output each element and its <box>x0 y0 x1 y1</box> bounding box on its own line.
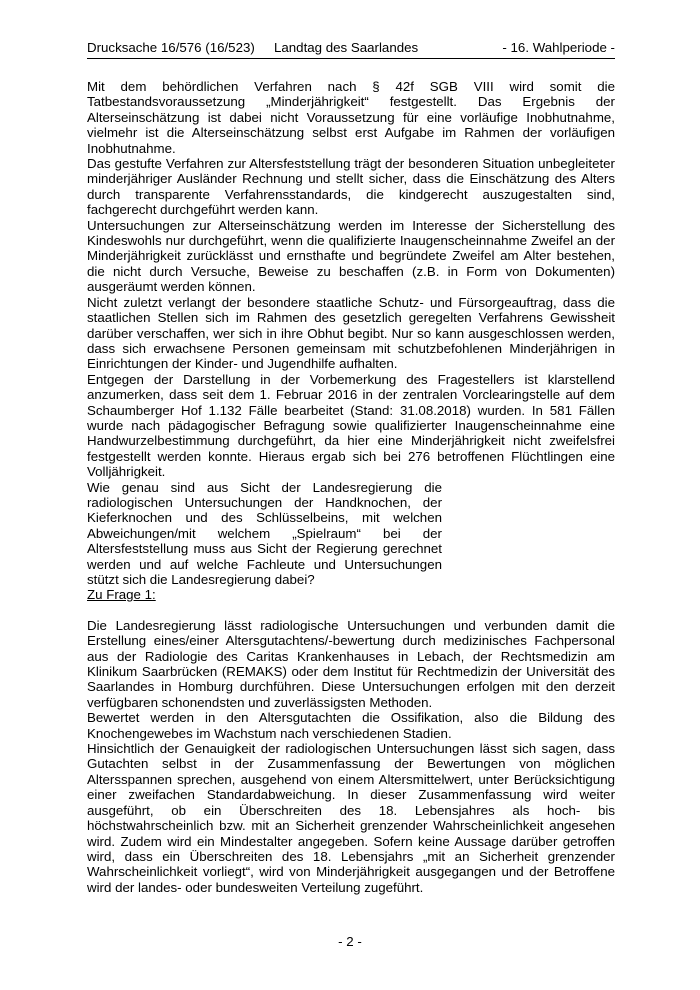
header-parliament: Landtag des Saarlandes <box>274 40 419 55</box>
body-paragraph: Untersuchungen zur Alterseinschätzung werden im Interesse der Sicherstellung des Kindeswohls nur durchgeführt, wenn die qualifizierte Inaugenscheinnahme Zweifel an der Minderjährigkeit zurücklässt und ernsthafte und begründete Zweifel am Alter bestehen, die nicht durch Versuche, Beweise zu beschaffen (z.B. in Form von Dokumenten) ausgeräumt werden können. <box>87 217 615 295</box>
body-paragraph: Entgegen der Darstellung in der Vorbemerkung des Fragestellers ist klarstellend anzumerken, dass seit dem 1. Februar 2016 in der zentralen Vorclearingstelle auf dem Schaumberger Hof 1.132 Fälle bearbeitet (Stand: 31.08.2018) wurden. In 581 Fällen wurde nach pädagogischer Befragung sowie qualifizierter Inaugenscheinnahme eine Handwurzelbestimmung durchgeführt, da hier eine Minderjährigkeit nicht zweifelsfrei festgestellt werden konnte. Hieraus ergab sich bei 276 betroffenen Flüchtlingen eine Volljährigkeit. <box>87 371 615 480</box>
question-block: Wie genau sind aus Sicht der Landesregierung die radiologischen Untersuchungen der Handknochen, der Kieferknochen und des Schlüsselbeins, mit welchen Abweichungen/mit welchem „Spielraum“ bei der Altersfeststellung muss aus Sicht der Regierung gerechnet werden und auf welche Fachleute und Untersuchungen stützt sich die Landesregierung dabei? <box>87 479 442 587</box>
answer-paragraph: Die Landesregierung lässt radiologische Untersuchungen und verbunden damit die Erstellung eines/einer Altersgutachtens/-bewertung durch medizinisches Fachpersonal aus der Radiologie des Caritas Krankenhauses in Lebach, der Rechtsmedizin am Klinikum Saarbrücken (REMAKS) oder dem Institut für Rechtmedizin der Universität des Saarlandes in Homburg durchführen. Diese Untersuchungen erfolgen mit den derzeit verfügbaren schonendsten und zuverlässigsten Methoden. <box>87 617 615 710</box>
page-header <box>87 38 615 59</box>
answer-paragraph: Hinsichtlich der Genauigkeit der radiologischen Untersuchungen lässt sich sagen, dass Gutachten selbst in der Zusammenfassung der Bewertungen von möglichen Altersspannen sprechen, ausgehend von einem Altersmittelwert, unter Berücksichtigung einer zweifachen Standardabweichung. In dieser Zusammenfassung wird weiter ausgeführt, ob ein Überschreiten des 18. Lebensjahres als hoch- bis höchstwahrscheinlich bzw. mit an Sicherheit grenzender Wahrscheinlichkeit angesehen wird. Zudem wird ein Mindestalter angegeben. Sofern keine Aussage darüber getroffen wird, dass ein Überschreiten des 18. Lebensjahrs „mit an Sicherheit grenzender Wahrscheinlichkeit vorliegt“, wird von Minderjährigkeit ausgegangen und der Betroffene wird der landes- oder bundesweiten Verteilung zugeführt. <box>87 741 615 895</box>
body-paragraph: Das gestufte Verfahren zur Altersfeststellung trägt der besonderen Situation unbegleiteter minderjähriger Ausländer Rechnung und stellt sicher, dass die Einschätzung des Alters durch transparente Verfahrensstandards, die kindgerecht auszugestalten sind, fachgerecht durchgeführt werden kann. <box>87 156 615 218</box>
body-paragraph: Mit dem behördlichen Verfahren nach § 42f SGB VIII wird somit die Tatbestandsvoraussetzung „Minderjährigkeit“ festgestellt. Das Ergebnis der Alterseinschätzung ist dabei nicht Voraussetzung für eine vorläufige Inobhutnahme, vielmehr ist die Alterseinschätzung selbst erst Aufgabe im Rahmen der vorläufigen Inobhutnahme. <box>87 79 615 156</box>
answer-paragraph: Bewertet werden in den Altersgutachten die Ossifikation, also die Bildung des Knochengewebes im Wachstum nach verschiedenen Stadien. <box>87 710 615 741</box>
header-legislative-period: - 16. Wahlperiode - <box>502 40 615 55</box>
answer-heading: Zu Frage 1: <box>87 587 156 603</box>
document-body <box>87 79 615 895</box>
page-number: - 2 - <box>338 934 362 949</box>
header-document-number: Drucksache 16/576 (16/523) <box>87 40 255 55</box>
body-paragraph: Nicht zuletzt verlangt der besondere staatliche Schutz- und Fürsorgeauftrag, dass die staatlichen Stellen sich im Rahmen des gesetzlich geregelten Verfahrens Gewissheit darüber verschaffen, wer sich in ihre Obhut begibt. Nur so kann ausgeschlossen werden, dass sich erwachsene Personen gemeinsam mit schutzbefohlenen Minderjährigen in Einrichtungen der Kinder- und Jugendhilfe aufhalten. <box>87 294 615 372</box>
